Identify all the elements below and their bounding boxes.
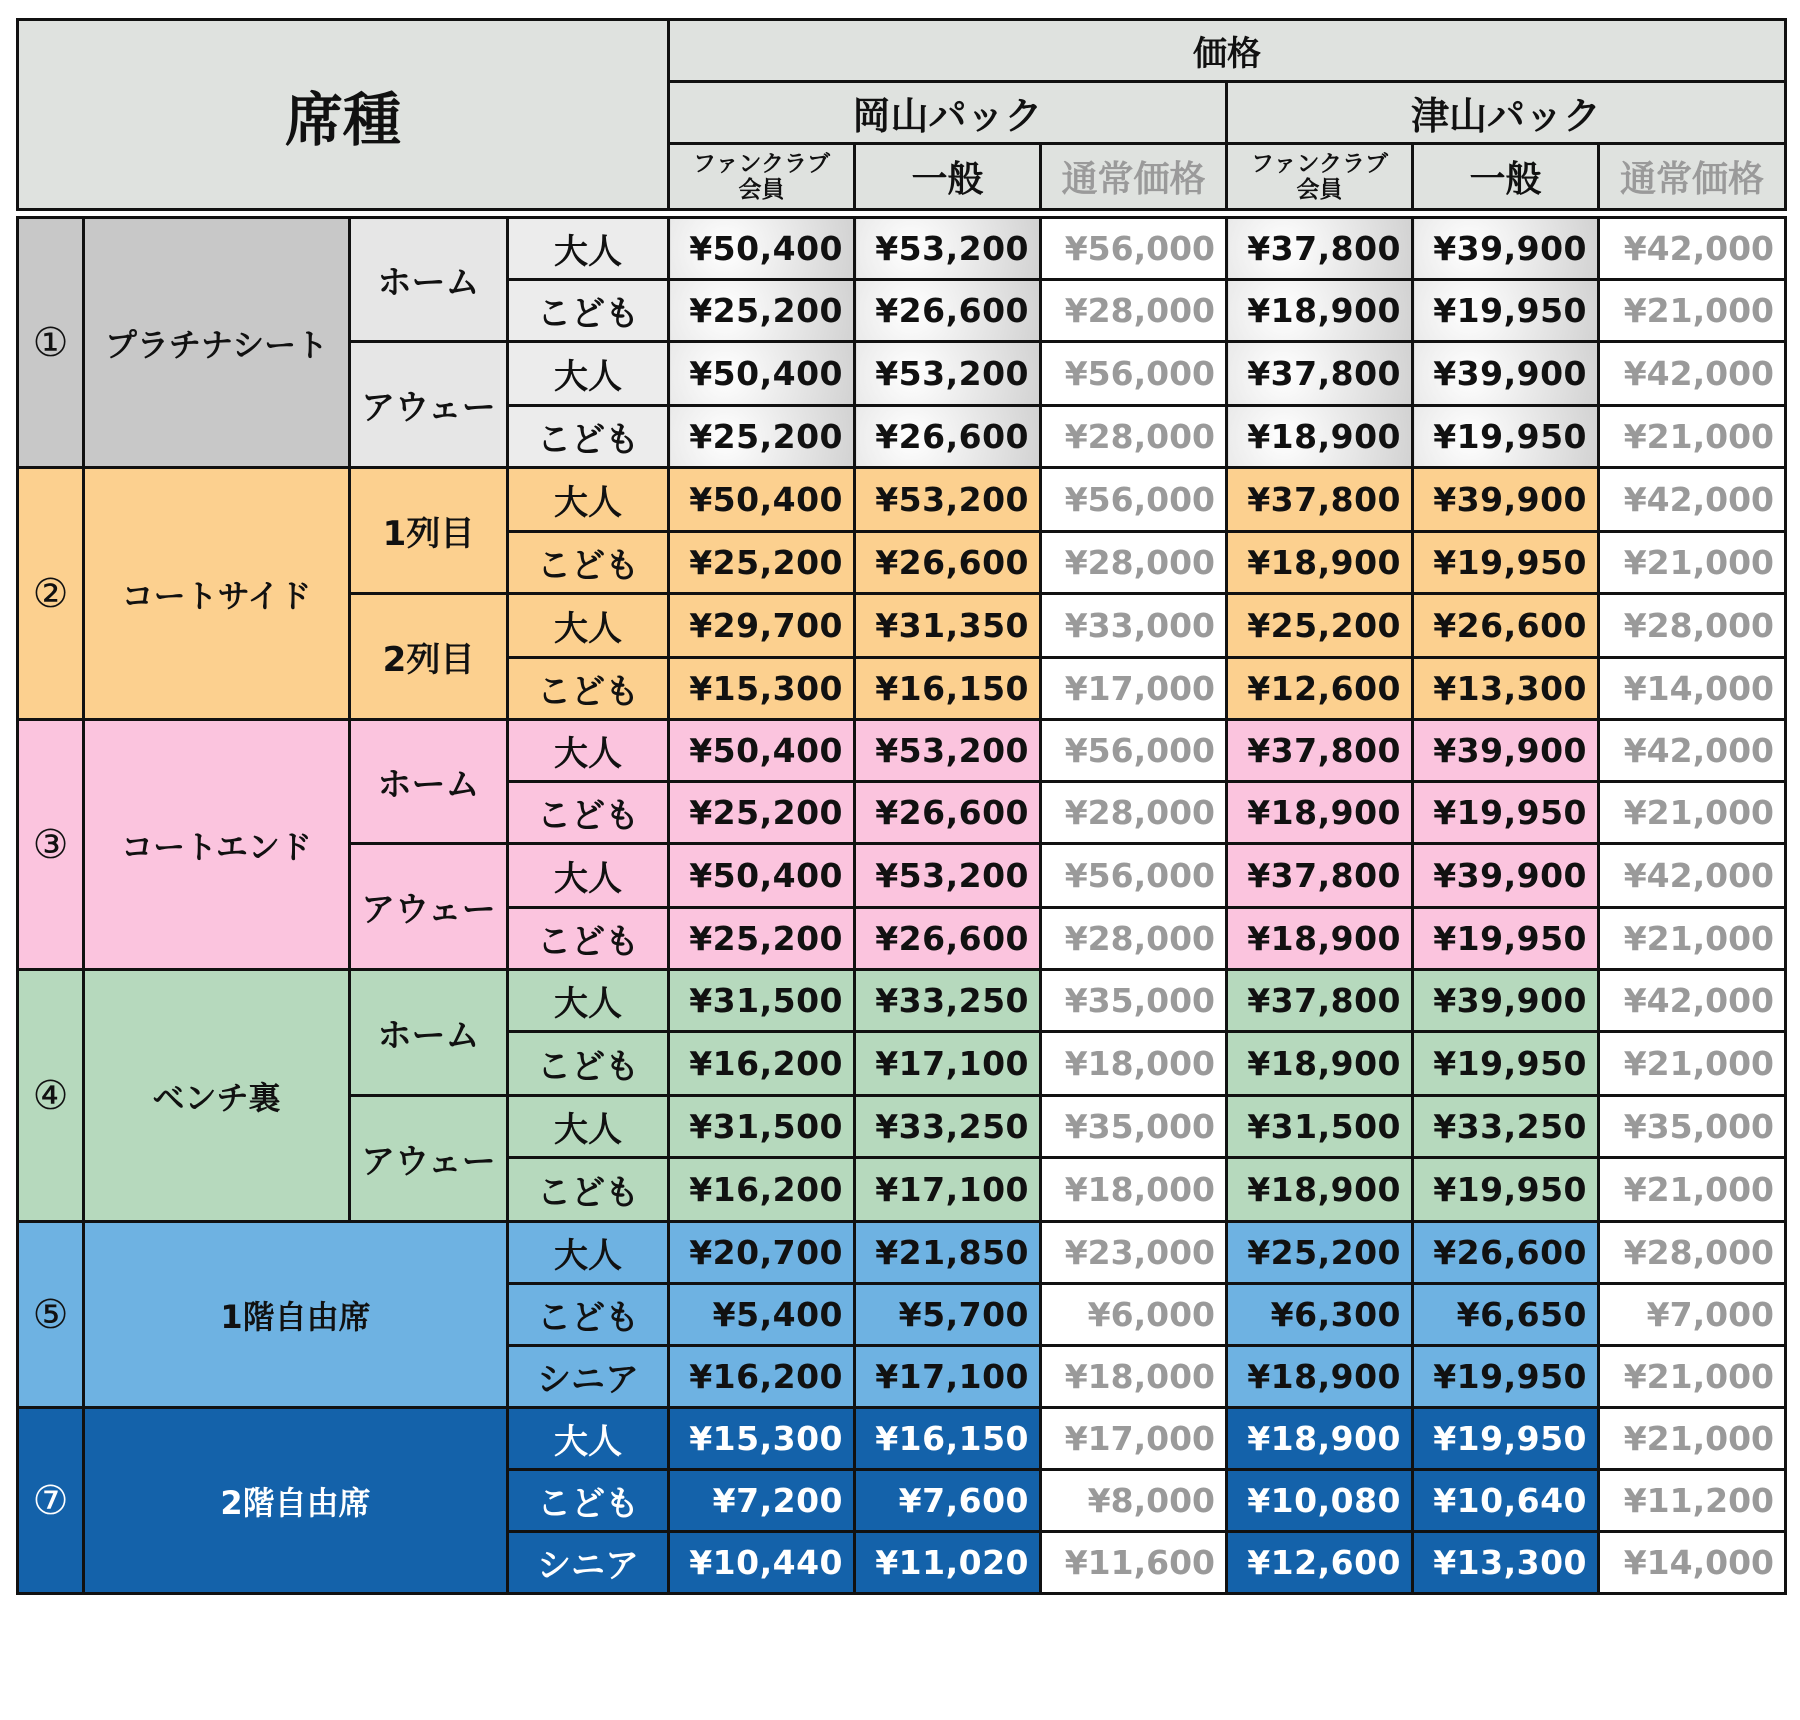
regular-price-cell: ¥33,000	[1041, 594, 1227, 658]
regular-price-cell: ¥21,000	[1599, 1408, 1786, 1470]
group-label: 1列目	[350, 468, 508, 594]
regular-price-cell: ¥35,000	[1041, 970, 1227, 1032]
group-label: 2列目	[350, 594, 508, 720]
price-cell: ¥18,900	[1227, 1032, 1413, 1096]
price-cell: ¥50,400	[669, 218, 855, 280]
price-cell: ¥10,080	[1227, 1470, 1413, 1532]
regular-price-cell: ¥56,000	[1041, 468, 1227, 532]
table-row	[18, 468, 1786, 532]
price-cell: ¥18,900	[1227, 1346, 1413, 1408]
price-cell: ¥20,700	[669, 1222, 855, 1284]
price-cell: ¥13,300	[1413, 658, 1599, 720]
regular-price-cell: ¥28,000	[1041, 782, 1227, 844]
seat-type-header: 席種	[18, 20, 669, 210]
price-cell: ¥25,200	[669, 280, 855, 342]
section-number: ②	[18, 468, 84, 720]
price-cell: ¥26,600	[855, 908, 1041, 970]
price-rows	[18, 218, 1786, 1594]
price-cell: ¥26,600	[855, 406, 1041, 468]
price-cell: ¥5,400	[669, 1284, 855, 1346]
price-cell: ¥15,300	[669, 658, 855, 720]
price-cell: ¥53,200	[855, 342, 1041, 406]
price-cell: ¥25,200	[669, 908, 855, 970]
regular-price-cell: ¥56,000	[1041, 342, 1227, 406]
regular-price-cell: ¥56,000	[1041, 218, 1227, 280]
price-table-body	[16, 216, 1787, 1595]
price-cell: ¥39,900	[1413, 720, 1599, 782]
price-cell: ¥18,900	[1227, 532, 1413, 594]
ticket-type: こども	[508, 658, 669, 720]
ticket-type: こども	[508, 406, 669, 468]
table-row	[18, 218, 1786, 280]
regular-price-cell: ¥21,000	[1599, 1158, 1786, 1222]
price-cell: ¥26,600	[855, 532, 1041, 594]
price-cell: ¥12,600	[1227, 658, 1413, 720]
ticket-type: 大人	[508, 720, 669, 782]
price-cell: ¥6,650	[1413, 1284, 1599, 1346]
ticket-type: こども	[508, 1158, 669, 1222]
section-number: ④	[18, 970, 84, 1222]
price-cell: ¥18,900	[1227, 908, 1413, 970]
price-cell: ¥21,850	[855, 1222, 1041, 1284]
regular-price-cell: ¥42,000	[1599, 844, 1786, 908]
price-header: 価格	[669, 20, 1786, 82]
regular-price-cell: ¥28,000	[1041, 532, 1227, 594]
price-cell: ¥16,200	[669, 1346, 855, 1408]
price-cell: ¥7,600	[855, 1470, 1041, 1532]
table-row	[18, 1408, 1786, 1470]
price-cell: ¥17,100	[855, 1346, 1041, 1408]
group-label: ホーム	[350, 970, 508, 1096]
regular-price-cell: ¥7,000	[1599, 1284, 1786, 1346]
price-cell: ¥18,900	[1227, 406, 1413, 468]
price-cell: ¥18,900	[1227, 1408, 1413, 1470]
group-label: アウェー	[350, 1096, 508, 1222]
price-cell: ¥39,900	[1413, 342, 1599, 406]
regular-price-cell: ¥18,000	[1041, 1032, 1227, 1096]
regular-price-cell: ¥14,000	[1599, 1532, 1786, 1594]
section-name: コートサイド	[84, 468, 350, 720]
ticket-type: こども	[508, 280, 669, 342]
price-cell: ¥31,500	[1227, 1096, 1413, 1158]
price-cell: ¥26,600	[1413, 1222, 1599, 1284]
price-cell: ¥39,900	[1413, 468, 1599, 532]
price-cell: ¥53,200	[855, 844, 1041, 908]
ticket-type: 大人	[508, 468, 669, 532]
price-cell: ¥50,400	[669, 468, 855, 532]
regular-price-cell: ¥56,000	[1041, 720, 1227, 782]
regular-price-cell: ¥21,000	[1599, 280, 1786, 342]
price-cell: ¥31,500	[669, 970, 855, 1032]
price-cell: ¥26,600	[855, 782, 1041, 844]
fanclub-label-line1: ファンクラブ	[692, 150, 831, 177]
regular-price-cell: ¥56,000	[1041, 844, 1227, 908]
ticket-type: こども	[508, 908, 669, 970]
price-cell: ¥16,150	[855, 658, 1041, 720]
ticket-type: 大人	[508, 1408, 669, 1470]
regular-price-cell: ¥21,000	[1599, 1346, 1786, 1408]
price-cell: ¥37,800	[1227, 970, 1413, 1032]
regular-price-cell: ¥23,000	[1041, 1222, 1227, 1284]
ticket-type: 大人	[508, 970, 669, 1032]
price-cell: ¥19,950	[1413, 908, 1599, 970]
table-row	[18, 720, 1786, 782]
table-row	[18, 1222, 1786, 1284]
regular-price-cell: ¥28,000	[1041, 280, 1227, 342]
regular-price-cell: ¥17,000	[1041, 1408, 1227, 1470]
price-cell: ¥10,440	[669, 1532, 855, 1594]
price-cell: ¥16,200	[669, 1158, 855, 1222]
price-cell: ¥53,200	[855, 218, 1041, 280]
price-cell: ¥17,100	[855, 1032, 1041, 1096]
regular-price-cell: ¥18,000	[1041, 1158, 1227, 1222]
regular-price-cell: ¥28,000	[1041, 406, 1227, 468]
ticket-type: 大人	[508, 844, 669, 908]
regular-price-cell: ¥21,000	[1599, 1032, 1786, 1096]
price-cell: ¥31,350	[855, 594, 1041, 658]
section-number: ⑤	[18, 1222, 84, 1408]
ticket-type: こども	[508, 532, 669, 594]
price-cell: ¥10,640	[1413, 1470, 1599, 1532]
price-cell: ¥37,800	[1227, 720, 1413, 782]
tsuyama-regular-header: 通常価格	[1599, 144, 1786, 210]
regular-price-cell: ¥11,200	[1599, 1470, 1786, 1532]
price-cell: ¥16,200	[669, 1032, 855, 1096]
tsuyama-fanclub-header	[1227, 144, 1413, 210]
price-cell: ¥17,100	[855, 1158, 1041, 1222]
price-cell: ¥18,900	[1227, 782, 1413, 844]
price-cell: ¥37,800	[1227, 844, 1413, 908]
section-name: プラチナシート	[84, 218, 350, 468]
price-cell: ¥33,250	[855, 1096, 1041, 1158]
regular-price-cell: ¥42,000	[1599, 218, 1786, 280]
regular-price-cell: ¥35,000	[1041, 1096, 1227, 1158]
price-cell: ¥33,250	[855, 970, 1041, 1032]
price-cell: ¥31,500	[669, 1096, 855, 1158]
regular-price-cell: ¥14,000	[1599, 658, 1786, 720]
price-cell: ¥37,800	[1227, 468, 1413, 532]
fanclub-label-line1: ファンクラブ	[1250, 150, 1389, 177]
regular-price-cell: ¥21,000	[1599, 532, 1786, 594]
ticket-type: こども	[508, 1470, 669, 1532]
price-cell: ¥50,400	[669, 720, 855, 782]
price-cell: ¥37,800	[1227, 218, 1413, 280]
price-cell: ¥25,200	[1227, 594, 1413, 658]
section-name: ベンチ裏	[84, 970, 350, 1222]
price-cell: ¥6,300	[1227, 1284, 1413, 1346]
tsuyama-pack-header: 津山パック	[1227, 82, 1786, 144]
tsuyama-general-header: 一般	[1413, 144, 1599, 210]
price-cell: ¥12,600	[1227, 1532, 1413, 1594]
regular-price-cell: ¥18,000	[1041, 1346, 1227, 1408]
price-cell: ¥39,900	[1413, 218, 1599, 280]
ticket-type: 大人	[508, 594, 669, 658]
group-label: アウェー	[350, 342, 508, 468]
price-cell: ¥33,250	[1413, 1096, 1599, 1158]
price-cell: ¥25,200	[669, 782, 855, 844]
price-cell: ¥18,900	[1227, 280, 1413, 342]
price-table-header	[16, 18, 1787, 211]
ticket-type: こども	[508, 782, 669, 844]
group-label: ホーム	[350, 218, 508, 342]
regular-price-cell: ¥28,000	[1599, 594, 1786, 658]
fanclub-label-line2: 会員	[1296, 176, 1343, 203]
price-cell: ¥5,700	[855, 1284, 1041, 1346]
okayama-general-header: 一般	[855, 144, 1041, 210]
price-cell: ¥29,700	[669, 594, 855, 658]
price-cell: ¥26,600	[1413, 594, 1599, 658]
price-cell: ¥18,900	[1227, 1158, 1413, 1222]
section-name: コートエンド	[84, 720, 350, 970]
price-cell: ¥13,300	[1413, 1532, 1599, 1594]
price-cell: ¥19,950	[1413, 532, 1599, 594]
ticket-type: 大人	[508, 218, 669, 280]
regular-price-cell: ¥6,000	[1041, 1284, 1227, 1346]
regular-price-cell: ¥17,000	[1041, 658, 1227, 720]
ticket-type: 大人	[508, 342, 669, 406]
price-cell: ¥19,950	[1413, 1032, 1599, 1096]
price-cell: ¥25,200	[1227, 1222, 1413, 1284]
ticket-type: 大人	[508, 1222, 669, 1284]
price-cell: ¥39,900	[1413, 844, 1599, 908]
price-cell: ¥19,950	[1413, 1158, 1599, 1222]
section-number: ①	[18, 218, 84, 468]
price-cell: ¥19,950	[1413, 1346, 1599, 1408]
section-number: ⑦	[18, 1408, 84, 1594]
price-cell: ¥16,150	[855, 1408, 1041, 1470]
fanclub-label-line2: 会員	[738, 176, 785, 203]
price-cell: ¥53,200	[855, 468, 1041, 532]
price-cell: ¥50,400	[669, 844, 855, 908]
ticket-type: シニア	[508, 1346, 669, 1408]
price-cell: ¥7,200	[669, 1470, 855, 1532]
regular-price-cell: ¥42,000	[1599, 468, 1786, 532]
ticket-type: こども	[508, 1284, 669, 1346]
regular-price-cell: ¥11,600	[1041, 1532, 1227, 1594]
price-cell: ¥11,020	[855, 1532, 1041, 1594]
price-cell: ¥19,950	[1413, 1408, 1599, 1470]
price-cell: ¥25,200	[669, 406, 855, 468]
price-cell: ¥26,600	[855, 280, 1041, 342]
section-name: 1階自由席	[84, 1222, 508, 1408]
okayama-pack-header: 岡山パック	[669, 82, 1227, 144]
regular-price-cell: ¥21,000	[1599, 782, 1786, 844]
section-name: 2階自由席	[84, 1408, 508, 1594]
ticket-type: 大人	[508, 1096, 669, 1158]
price-cell: ¥39,900	[1413, 970, 1599, 1032]
section-number: ③	[18, 720, 84, 970]
price-cell: ¥19,950	[1413, 280, 1599, 342]
group-label: アウェー	[350, 844, 508, 970]
okayama-regular-header: 通常価格	[1041, 144, 1227, 210]
regular-price-cell: ¥21,000	[1599, 908, 1786, 970]
ticket-type: シニア	[508, 1532, 669, 1594]
price-cell: ¥53,200	[855, 720, 1041, 782]
table-row	[18, 970, 1786, 1032]
group-label: ホーム	[350, 720, 508, 844]
regular-price-cell: ¥42,000	[1599, 342, 1786, 406]
regular-price-cell: ¥21,000	[1599, 406, 1786, 468]
price-cell: ¥15,300	[669, 1408, 855, 1470]
price-cell: ¥25,200	[669, 532, 855, 594]
regular-price-cell: ¥8,000	[1041, 1470, 1227, 1532]
price-cell: ¥50,400	[669, 342, 855, 406]
regular-price-cell: ¥42,000	[1599, 720, 1786, 782]
regular-price-cell: ¥42,000	[1599, 970, 1786, 1032]
ticket-type: こども	[508, 1032, 669, 1096]
regular-price-cell: ¥35,000	[1599, 1096, 1786, 1158]
price-cell: ¥37,800	[1227, 342, 1413, 406]
regular-price-cell: ¥28,000	[1599, 1222, 1786, 1284]
okayama-fanclub-header	[669, 144, 855, 210]
regular-price-cell: ¥28,000	[1041, 908, 1227, 970]
price-cell: ¥19,950	[1413, 782, 1599, 844]
price-cell: ¥19,950	[1413, 406, 1599, 468]
